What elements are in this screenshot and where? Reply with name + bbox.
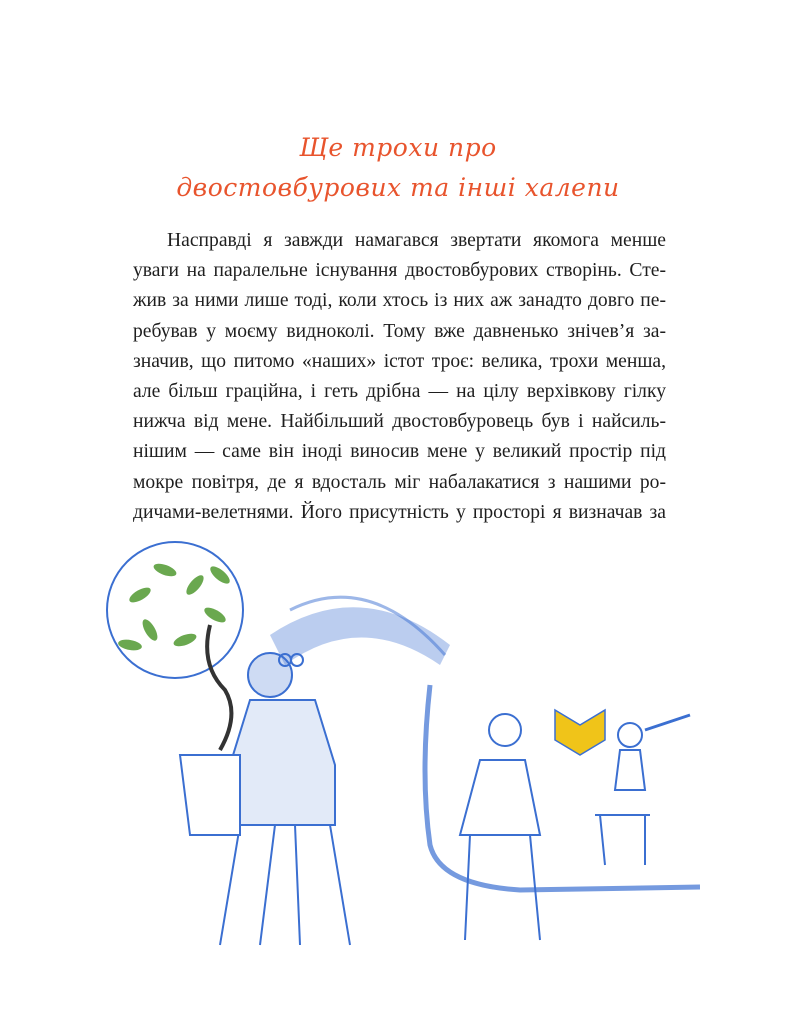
body-line-3: жив за ними лише тоді, коли хтось із них аж занадто довго пе-	[133, 290, 666, 312]
body-line-7: нижча від мене. Найбільший двостовбуровець був і найсиль-	[133, 411, 666, 433]
body-line-9: мокре повітря, де я вдосталь міг набалакатися з нашими ро-	[133, 471, 666, 493]
small-figure	[595, 715, 690, 865]
heading-line-2: двостовбурових та інші халепи	[176, 173, 620, 202]
tree-crown	[107, 542, 243, 678]
family-illustration	[100, 515, 700, 955]
body-line-10: дичами-велетнями. Його присутність у просторі я визначав за	[133, 501, 666, 523]
middle-figure	[460, 714, 540, 940]
body-line-5: значив, що питомо «наших» істот троє: велика, трохи менша,	[133, 350, 666, 372]
heading-line-1: Ще трохи про	[299, 133, 497, 162]
body-line-1: Насправді я завжди намагався звертати якомога менше	[167, 230, 666, 251]
body-line-2: уваги на паралельне існування двостовбурових створінь. Сте-	[133, 260, 666, 282]
tree-leaves	[117, 561, 232, 652]
water-spray	[270, 607, 450, 665]
body-paragraph	[133, 226, 666, 528]
book	[555, 710, 605, 755]
body-line-4: ребував у моєму видноколі. Тому вже давненько знічев’я за-	[133, 320, 666, 342]
chapter-heading	[0, 128, 796, 208]
tree-trunk	[207, 625, 231, 750]
big-figure	[180, 653, 350, 945]
body-line-8: нішим — саме він іноді виносив мене у великий простір під	[133, 441, 666, 463]
body-line-6: але більш граційна, і геть дрібна — на цілу верхівкову гілку	[133, 381, 666, 403]
